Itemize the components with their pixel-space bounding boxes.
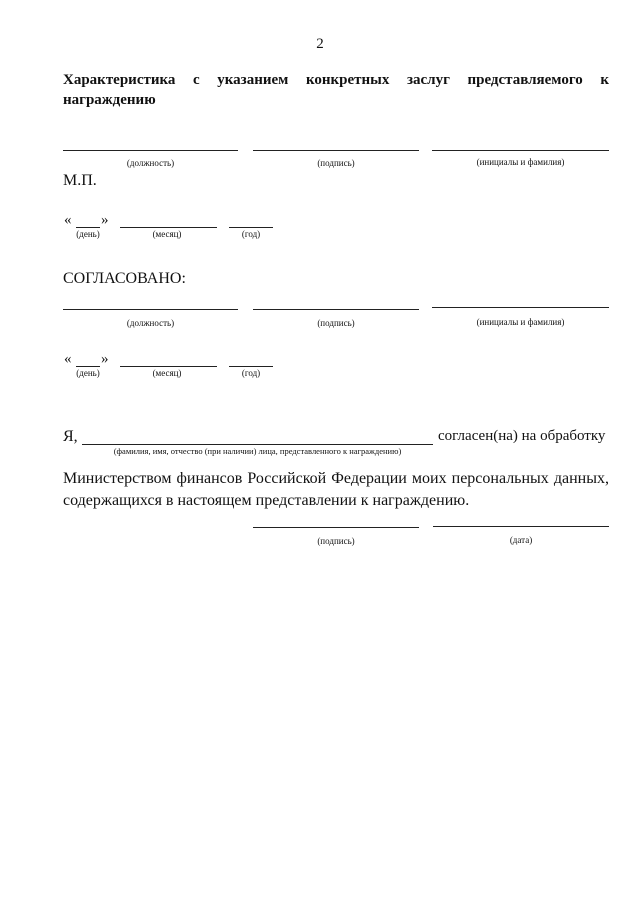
quote-open: « <box>64 212 72 228</box>
consent-signature-caption: (подпись) <box>317 536 355 546</box>
month-line[interactable] <box>120 366 217 367</box>
heading-word: указанием <box>217 72 289 88</box>
heading-word: заслуг <box>406 72 450 88</box>
year-caption: (год) <box>241 229 261 239</box>
consent-word: Федерации <box>331 470 407 487</box>
heading-word: Характеристика <box>63 72 176 88</box>
approval-position-line[interactable] <box>63 309 238 310</box>
year-line[interactable] <box>229 227 273 228</box>
consent-word: данных, <box>553 470 609 487</box>
consent-word: персональных <box>451 470 549 487</box>
year-line[interactable] <box>229 366 273 367</box>
stamp-label: М.П. <box>63 172 97 189</box>
quote-open: « <box>64 351 72 367</box>
consent-paragraph <box>63 468 609 512</box>
quote-close: » <box>101 212 109 228</box>
approval-position-caption: (должность) <box>126 318 175 328</box>
name-caption: (инициалы и фамилия) <box>476 157 565 167</box>
heading-line-2: награждению <box>63 92 156 108</box>
consent-suffix: согласен(на) на обработку <box>438 428 606 444</box>
consent-word: моих <box>411 470 447 487</box>
consent-name-caption: (фамилия, имя, отчество (при наличии) лица, представленного к награждению) <box>113 446 402 456</box>
day-caption: (день) <box>76 229 100 239</box>
consent-word: Российской <box>247 470 327 487</box>
page-number: 2 <box>316 36 324 52</box>
consent-word: Министерством <box>63 470 172 487</box>
approval-signature-caption: (подпись) <box>317 318 355 328</box>
day-line[interactable] <box>76 227 100 228</box>
heading-word: с <box>193 72 200 88</box>
approval-signature-line[interactable] <box>253 309 419 310</box>
month-caption: (месяц) <box>152 229 182 239</box>
consent-prefix: Я, <box>63 428 78 445</box>
consent-name-line[interactable] <box>82 444 433 445</box>
approval-title: СОГЛАСОВАНО: <box>63 270 186 287</box>
heading-line-1 <box>63 70 609 90</box>
document-heading <box>63 70 609 110</box>
quote-close: » <box>101 351 109 367</box>
approval-name-caption: (инициалы и фамилия) <box>476 317 565 327</box>
consent-signature-line[interactable] <box>253 527 419 528</box>
name-line[interactable] <box>432 150 609 151</box>
heading-word: представляемого <box>467 72 583 88</box>
day-line[interactable] <box>76 366 100 367</box>
day-caption: (день) <box>76 368 100 378</box>
approval-name-line[interactable] <box>432 307 609 308</box>
consent-line-2: содержащихся в настоящем представлении к награждению. <box>63 492 470 509</box>
heading-word: конкретных <box>305 72 390 88</box>
month-line[interactable] <box>120 227 217 228</box>
position-line[interactable] <box>63 150 238 151</box>
position-caption: (должность) <box>126 158 175 168</box>
consent-line-1 <box>63 468 609 490</box>
month-caption: (месяц) <box>152 368 182 378</box>
consent-word: финансов <box>176 470 243 487</box>
signature-line[interactable] <box>253 150 419 151</box>
consent-date-caption: (дата) <box>509 535 533 545</box>
signature-caption: (подпись) <box>317 158 355 168</box>
consent-date-line[interactable] <box>433 526 609 527</box>
heading-word: к <box>600 72 609 88</box>
year-caption: (год) <box>241 368 261 378</box>
